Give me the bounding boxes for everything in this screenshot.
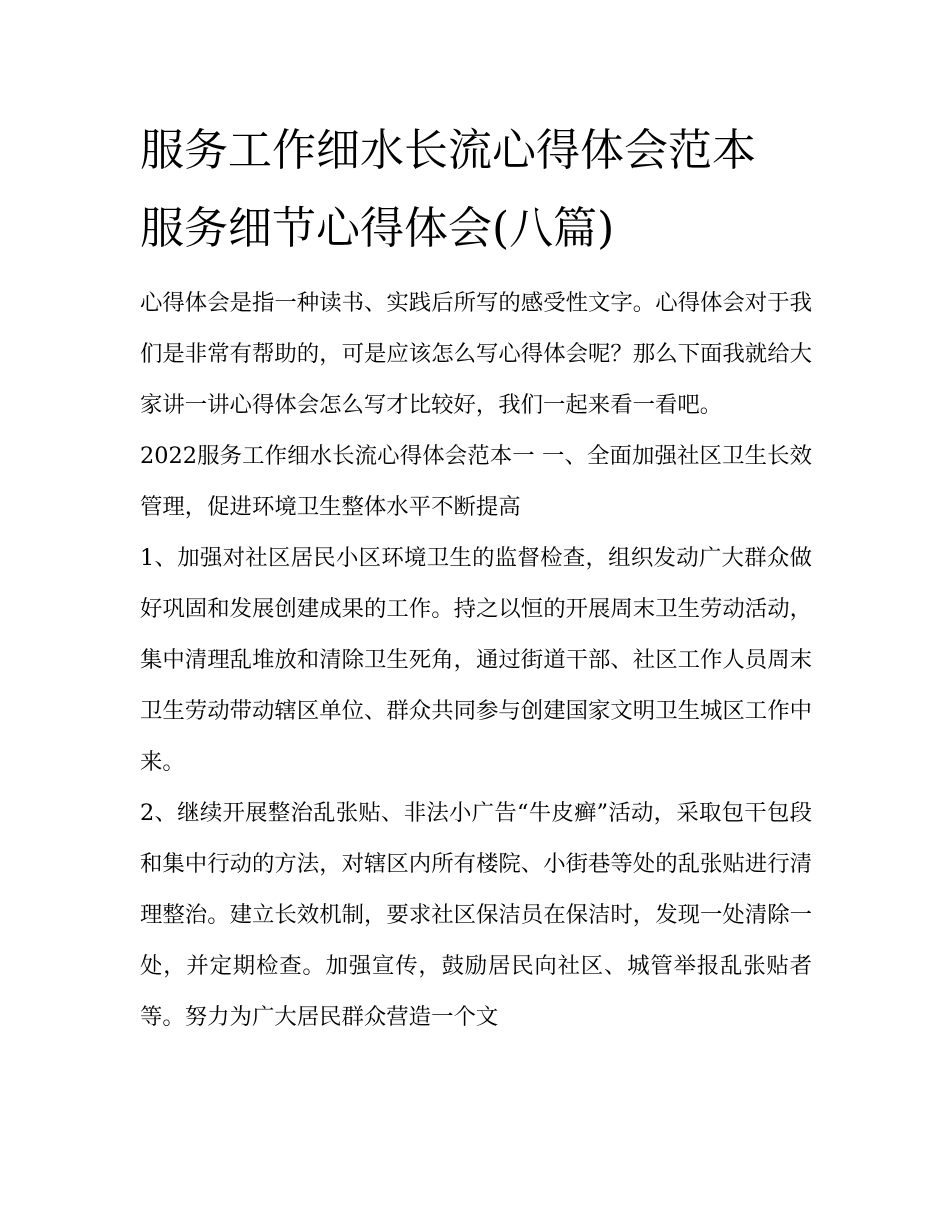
paragraph-section-heading: 2022服务工作细水长流心得体会范本一 一、全面加强社区卫生长效管理，促进环境卫生整体水平不断提高 xyxy=(140,443,812,520)
paragraph-intro: 心得体会是指一种读书、实践后所写的感受性文字。心得体会对于我们是非常有帮助的，可是应该怎么写心得体会呢？那么下面我就给大家讲一讲心得体会怎么写才比较好，我们一起来看一看吧。 xyxy=(140,290,812,418)
document-body xyxy=(140,112,812,1043)
document-title: 服务工作细水长流心得体会范本 服务细节心得体会(八篇) xyxy=(140,125,756,254)
paragraph-item-1: 1、加强对社区居民小区环境卫生的监督检查，组织发动广大群众做好巩固和发展创建成果的工作。持之以恒的开展周末卫生劳动活动，集中清理乱堆放和清除卫生死角，通过街道干部、社区工作人员周末卫生劳动带动辖区单位、群众共同参与创建国家文明卫生城区工作中来。 xyxy=(140,545,812,775)
paragraph-item-2: 2、继续开展整治乱张贴、非法小广告“牛皮癣”活动，采取包干包段和集中行动的方法，对辖区内所有楼院、小街巷等处的乱张贴进行清理整治。建立长效机制，要求社区保洁员在保洁时，发现一处清除一处，并定期检查。加强宣传，鼓励居民向社区、城管举报乱张贴者等。努力为广大居民群众营造一个文 xyxy=(140,800,812,1030)
